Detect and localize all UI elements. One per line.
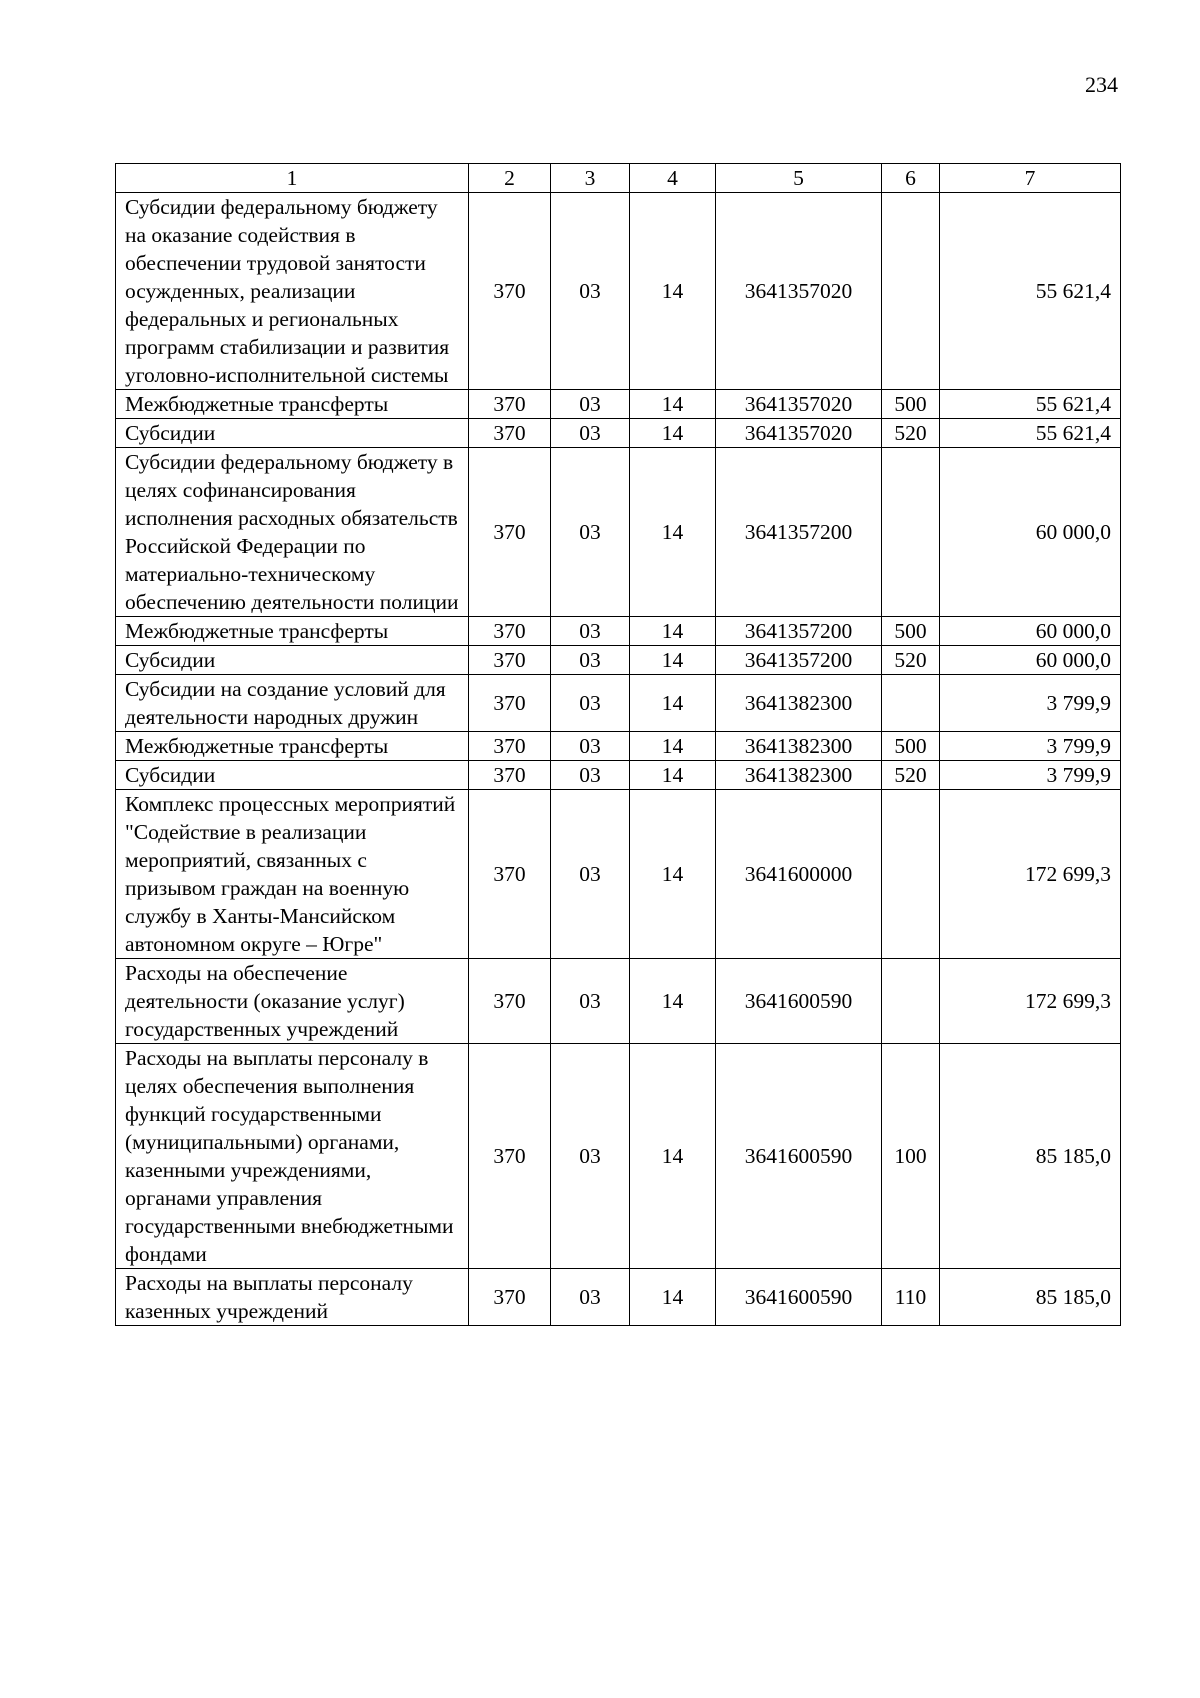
amount: 3 799,9: [940, 675, 1121, 732]
target-item-code: 3641357020: [716, 193, 882, 390]
amount: 55 621,4: [940, 419, 1121, 448]
section-code: 03: [551, 732, 630, 761]
amount: 60 000,0: [940, 646, 1121, 675]
subsection-code: 14: [630, 617, 716, 646]
column-header: 5: [716, 164, 882, 193]
budget-table: [115, 163, 1121, 1326]
table-row: [116, 675, 1121, 732]
amount: 172 699,3: [940, 790, 1121, 959]
target-item-code: 3641357200: [716, 617, 882, 646]
table-row: [116, 617, 1121, 646]
table-row: [116, 1044, 1121, 1269]
column-number-row: [116, 164, 1121, 193]
amount: 3 799,9: [940, 761, 1121, 790]
expense-name: Субсидии: [116, 761, 469, 790]
amount: 3 799,9: [940, 732, 1121, 761]
subsection-code: 14: [630, 732, 716, 761]
table-row: [116, 419, 1121, 448]
amount: 55 621,4: [940, 390, 1121, 419]
expense-type-code: 520: [882, 419, 940, 448]
ministry-code: 370: [469, 1044, 551, 1269]
subsection-code: 14: [630, 1269, 716, 1326]
column-header: 6: [882, 164, 940, 193]
page-number: 234: [1085, 72, 1118, 97]
table-row: [116, 448, 1121, 617]
expense-type-code: [882, 790, 940, 959]
amount: 172 699,3: [940, 959, 1121, 1044]
ministry-code: 370: [469, 732, 551, 761]
subsection-code: 14: [630, 448, 716, 617]
expense-name: Межбюджетные трансферты: [116, 390, 469, 419]
target-item-code: 3641357020: [716, 419, 882, 448]
expense-name: Расходы на обеспечение деятельности (оказание услуг) государственных учреждений: [116, 959, 469, 1044]
column-header: 1: [116, 164, 469, 193]
expense-type-code: [882, 959, 940, 1044]
table-row: [116, 761, 1121, 790]
expense-name: Субсидии федеральному бюджету на оказание содействия в обеспечении трудовой занятости осужденных, реализации федеральных и региональных программ стабилизации и развития уголовно-исполнительной системы: [116, 193, 469, 390]
expense-name: Расходы на выплаты персоналу в целях обеспечения выполнения функций государственными (муниципальными) органами, казенными учреждениями, органами управления государственными внебюджетными фондами: [116, 1044, 469, 1269]
section-code: 03: [551, 761, 630, 790]
column-header: 2: [469, 164, 551, 193]
expense-type-code: [882, 193, 940, 390]
amount: 85 185,0: [940, 1269, 1121, 1326]
column-header: 3: [551, 164, 630, 193]
column-header: 4: [630, 164, 716, 193]
amount: 55 621,4: [940, 193, 1121, 390]
expense-type-code: [882, 675, 940, 732]
table-row: [116, 193, 1121, 390]
expense-type-code: 500: [882, 732, 940, 761]
expense-type-code: 500: [882, 617, 940, 646]
ministry-code: 370: [469, 617, 551, 646]
target-item-code: 3641357020: [716, 390, 882, 419]
ministry-code: 370: [469, 761, 551, 790]
subsection-code: 14: [630, 646, 716, 675]
subsection-code: 14: [630, 675, 716, 732]
section-code: 03: [551, 1269, 630, 1326]
table-row: [116, 732, 1121, 761]
table-row: [116, 646, 1121, 675]
expense-type-code: 520: [882, 646, 940, 675]
expense-type-code: 500: [882, 390, 940, 419]
target-item-code: 3641382300: [716, 732, 882, 761]
target-item-code: 3641600000: [716, 790, 882, 959]
subsection-code: 14: [630, 790, 716, 959]
section-code: 03: [551, 193, 630, 390]
subsection-code: 14: [630, 390, 716, 419]
subsection-code: 14: [630, 761, 716, 790]
subsection-code: 14: [630, 193, 716, 390]
expense-type-code: 110: [882, 1269, 940, 1326]
section-code: 03: [551, 790, 630, 959]
expense-type-code: 100: [882, 1044, 940, 1269]
table-row: [116, 1269, 1121, 1326]
ministry-code: 370: [469, 448, 551, 617]
expense-type-code: 520: [882, 761, 940, 790]
ministry-code: 370: [469, 790, 551, 959]
target-item-code: 3641382300: [716, 675, 882, 732]
subsection-code: 14: [630, 1044, 716, 1269]
expense-name: Субсидии: [116, 646, 469, 675]
target-item-code: 3641357200: [716, 448, 882, 617]
section-code: 03: [551, 959, 630, 1044]
expense-name: Межбюджетные трансферты: [116, 617, 469, 646]
expense-name: Субсидии федеральному бюджету в целях софинансирования исполнения расходных обязательств Российской Федерации по материально-техническому обеспечению деятельности полиции: [116, 448, 469, 617]
target-item-code: 3641600590: [716, 1044, 882, 1269]
ministry-code: 370: [469, 959, 551, 1044]
expense-name: Субсидии: [116, 419, 469, 448]
target-item-code: 3641600590: [716, 959, 882, 1044]
table-row: [116, 959, 1121, 1044]
expense-name: Комплекс процессных мероприятий "Содействие в реализации мероприятий, связанных с призывом граждан на военную службу в Ханты-Мансийском автономном округе – Югре": [116, 790, 469, 959]
ministry-code: 370: [469, 675, 551, 732]
expense-type-code: [882, 448, 940, 617]
target-item-code: 3641357200: [716, 646, 882, 675]
section-code: 03: [551, 646, 630, 675]
ministry-code: 370: [469, 390, 551, 419]
section-code: 03: [551, 419, 630, 448]
expense-name: Расходы на выплаты персоналу казенных учреждений: [116, 1269, 469, 1326]
ministry-code: 370: [469, 193, 551, 390]
section-code: 03: [551, 617, 630, 646]
amount: 60 000,0: [940, 617, 1121, 646]
section-code: 03: [551, 1044, 630, 1269]
expense-name: Межбюджетные трансферты: [116, 732, 469, 761]
expense-name: Субсидии на создание условий для деятельности народных дружин: [116, 675, 469, 732]
subsection-code: 14: [630, 959, 716, 1044]
target-item-code: 3641382300: [716, 761, 882, 790]
target-item-code: 3641600590: [716, 1269, 882, 1326]
amount: 60 000,0: [940, 448, 1121, 617]
ministry-code: 370: [469, 419, 551, 448]
column-header: 7: [940, 164, 1121, 193]
section-code: 03: [551, 448, 630, 617]
ministry-code: 370: [469, 646, 551, 675]
section-code: 03: [551, 675, 630, 732]
table-row: [116, 790, 1121, 959]
section-code: 03: [551, 390, 630, 419]
subsection-code: 14: [630, 419, 716, 448]
ministry-code: 370: [469, 1269, 551, 1326]
amount: 85 185,0: [940, 1044, 1121, 1269]
table-row: [116, 390, 1121, 419]
